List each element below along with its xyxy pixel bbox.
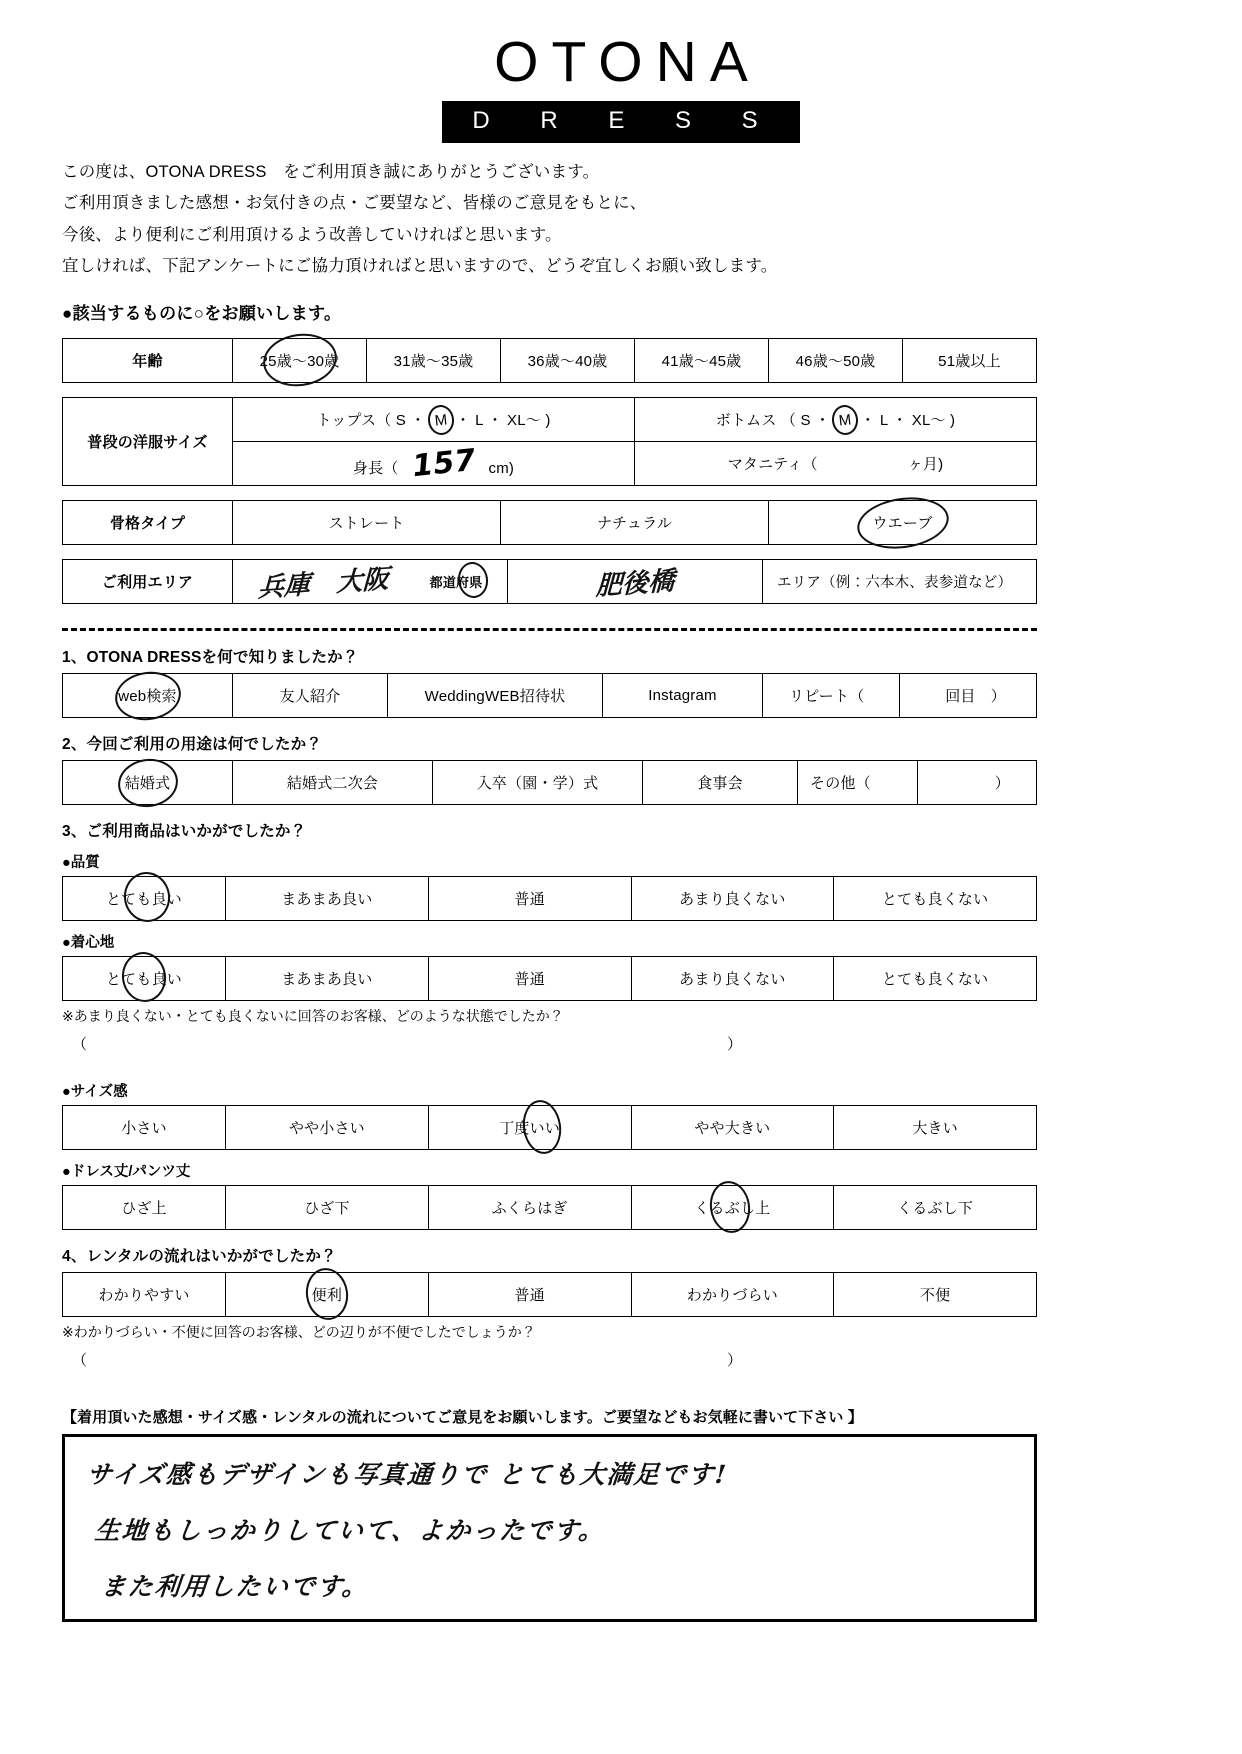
quality-table bbox=[62, 876, 1037, 921]
q4-note: ※わかりづらい・不便に回答のお客様、どの辺りが不便でしたでしょうか？ bbox=[62, 1324, 536, 1341]
q1-option-4[interactable]: リピート（ bbox=[763, 674, 900, 718]
height-label: 身長（ bbox=[352, 460, 399, 478]
length-label: ●ドレス丈/パンツ丈 bbox=[62, 1164, 191, 1181]
table-row bbox=[63, 1273, 1037, 1317]
age-option-4[interactable]: 46歳〜50歳 bbox=[769, 339, 903, 383]
size-feel-option-2[interactable] bbox=[428, 1106, 631, 1150]
q2-option-label: 結婚式 bbox=[124, 775, 171, 793]
age-table bbox=[62, 338, 1037, 383]
dashed-divider bbox=[62, 628, 1037, 631]
comment-line-1: サイズ感もデザインも写真通りで とても大満足です! bbox=[85, 1460, 730, 1490]
length-option-2[interactable]: ふくらはぎ bbox=[428, 1186, 631, 1230]
age-option-label: 25歳〜30歳 bbox=[259, 353, 340, 371]
quality-option-1[interactable]: まあまあ良い bbox=[226, 877, 429, 921]
comfort-option-0[interactable] bbox=[63, 957, 226, 1001]
table-row bbox=[63, 957, 1037, 1001]
q4-option-0[interactable]: わかりやすい bbox=[63, 1273, 226, 1317]
q4-free-text[interactable] bbox=[72, 1349, 742, 1370]
comfort-note: ※あまり良くない・とても良くないに回答のお客様、どのような状態でしたか？ bbox=[62, 1008, 564, 1025]
length-option-4[interactable]: くるぶし下 bbox=[834, 1186, 1037, 1230]
height-unit: cm) bbox=[488, 460, 515, 478]
q1-option-3[interactable]: Instagram bbox=[603, 674, 763, 718]
area-hint: エリア（例：六本木、表参道など） bbox=[763, 560, 1037, 604]
length-option-3[interactable] bbox=[631, 1186, 834, 1230]
paren-close: ） bbox=[726, 1036, 742, 1054]
intro-line-1: この度は、OTONA DRESS をご利用頂き誠にありがとうございます。 bbox=[62, 163, 600, 181]
q4-table bbox=[62, 1272, 1037, 1317]
table-row bbox=[63, 501, 1037, 545]
age-option-1[interactable]: 31歳〜35歳 bbox=[367, 339, 501, 383]
body-type-label: 骨格タイプ bbox=[63, 501, 233, 545]
quality-label: ●品質 bbox=[62, 855, 100, 872]
age-option-2[interactable]: 36歳〜40歳 bbox=[501, 339, 635, 383]
table-row bbox=[63, 674, 1037, 718]
height-cell[interactable] bbox=[233, 442, 635, 486]
tops-selected-size: M bbox=[426, 403, 455, 436]
area-value: 肥後橋 bbox=[595, 566, 675, 602]
size-feel-table bbox=[62, 1105, 1037, 1150]
intro-line-2: ご利用頂きました感想・お気付きの点・ご要望など、皆様のご意見をもとに、 bbox=[62, 194, 647, 213]
q2-table bbox=[62, 760, 1037, 805]
intro-line-4: 宜しければ、下記アンケートにご協力頂ければと思いますので、どうぞ宜しくお願い致します。 bbox=[62, 256, 778, 275]
q2-option-4[interactable]: その他（ bbox=[798, 761, 918, 805]
size-feel-option-label: 丁度いい bbox=[499, 1120, 561, 1138]
size-feel-option-4[interactable]: 大きい bbox=[834, 1106, 1037, 1150]
table-row bbox=[63, 877, 1037, 921]
paren-open: （ bbox=[72, 1352, 88, 1370]
bottoms-size-cell[interactable] bbox=[635, 398, 1037, 442]
area-table bbox=[62, 559, 1037, 604]
q4-title: 4、レンタルの流れはいかがでしたか？ bbox=[62, 1248, 337, 1266]
tops-suffix: ・ L ・ XL〜 ) bbox=[455, 411, 551, 429]
quality-option-3[interactable]: あまり良くない bbox=[631, 877, 834, 921]
table-row bbox=[63, 1186, 1037, 1230]
q2-title: 2、今回ご利用の用途は何でしたか？ bbox=[62, 736, 323, 754]
quality-option-label: とても良い bbox=[105, 891, 182, 909]
q1-option-1[interactable]: 友人紹介 bbox=[233, 674, 388, 718]
prefecture-marker bbox=[430, 572, 483, 591]
q2-option-3[interactable]: 食事会 bbox=[643, 761, 798, 805]
size-feel-label: ●サイズ感 bbox=[62, 1084, 128, 1101]
size-feel-option-0[interactable]: 小さい bbox=[63, 1106, 226, 1150]
prefecture-marker-label: 都道府県 bbox=[429, 575, 483, 591]
comment-line-3: また利用したいです。 bbox=[99, 1572, 371, 1602]
table-row bbox=[63, 339, 1037, 383]
body-type-option-1[interactable]: ナチュラル bbox=[501, 501, 769, 545]
intro-text bbox=[62, 161, 1242, 277]
comfort-free-text[interactable] bbox=[72, 1033, 742, 1054]
height-value: 157 bbox=[410, 442, 477, 485]
area-label: ご利用エリア bbox=[63, 560, 233, 604]
q2-option-2[interactable]: 入卒（園・学）式 bbox=[433, 761, 643, 805]
bottoms-selected-size: M bbox=[831, 403, 860, 436]
bottoms-prefix: ボトムス （ S ・ bbox=[715, 411, 831, 429]
comment-box[interactable] bbox=[62, 1434, 1037, 1622]
prefecture-value: 兵庫 大阪 bbox=[257, 564, 389, 604]
comfort-option-4[interactable]: とても良くない bbox=[834, 957, 1037, 1001]
quality-option-0[interactable] bbox=[63, 877, 226, 921]
body-type-option-label: ウエーブ bbox=[872, 515, 933, 533]
age-option-0[interactable] bbox=[233, 339, 367, 383]
q4-option-2[interactable]: 普通 bbox=[428, 1273, 631, 1317]
q4-option-label: 便利 bbox=[311, 1287, 343, 1305]
maternity-unit: ヶ月) bbox=[907, 456, 944, 474]
brand-name: OTONA bbox=[494, 30, 761, 94]
clothing-size-table bbox=[62, 397, 1037, 486]
tops-prefix: トップス（ S ・ bbox=[316, 411, 426, 429]
table-row bbox=[63, 560, 1037, 604]
q2-option-5[interactable]: ） bbox=[917, 761, 1037, 805]
brand-logo bbox=[0, 0, 1242, 143]
bottoms-suffix: ・ L ・ XL〜 ) bbox=[860, 411, 956, 429]
length-option-0[interactable]: ひざ上 bbox=[63, 1186, 226, 1230]
comfort-table bbox=[62, 956, 1037, 1001]
q3-title: 3、ご利用商品はいかがでしたか？ bbox=[62, 823, 307, 841]
clothing-size-label: 普段の洋服サイズ bbox=[63, 398, 233, 486]
maternity-label: マタニティ（ bbox=[727, 456, 818, 474]
q2-option-1[interactable]: 結婚式二次会 bbox=[233, 761, 433, 805]
table-row bbox=[63, 761, 1037, 805]
q1-option-label: web検索 bbox=[118, 688, 177, 706]
comfort-option-1[interactable]: まあまあ良い bbox=[226, 957, 429, 1001]
age-option-5[interactable]: 51歳以上 bbox=[903, 339, 1037, 383]
length-option-1[interactable]: ひざ下 bbox=[226, 1186, 429, 1230]
paren-close: ） bbox=[726, 1352, 742, 1370]
area-value-cell[interactable] bbox=[508, 560, 763, 604]
comfort-option-label: とても良い bbox=[105, 971, 182, 989]
size-feel-option-3[interactable]: やや大きい bbox=[631, 1106, 834, 1150]
comfort-option-3[interactable]: あまり良くない bbox=[631, 957, 834, 1001]
maternity-cell[interactable] bbox=[635, 442, 1037, 486]
length-option-label: くるぶし上 bbox=[694, 1200, 771, 1218]
table-row bbox=[63, 1106, 1037, 1150]
age-option-3[interactable]: 41歳〜45歳 bbox=[635, 339, 769, 383]
comment-line-2: 生地もしっかりしていて、よかったです。 bbox=[93, 1516, 607, 1546]
body-type-table bbox=[62, 500, 1037, 545]
paren-open: （ bbox=[72, 1036, 88, 1054]
age-label: 年齢 bbox=[63, 339, 233, 383]
table-row bbox=[63, 398, 1037, 442]
comment-box-title: 【着用頂いた感想・サイズ感・レンタルの流れについてご意見をお願いします。ご要望などもお気軽に書いて下さい 】 bbox=[62, 1409, 863, 1427]
length-table bbox=[62, 1185, 1037, 1230]
q1-option-0[interactable] bbox=[63, 674, 233, 718]
quality-option-4[interactable]: とても良くない bbox=[834, 877, 1037, 921]
quality-option-2[interactable]: 普通 bbox=[428, 877, 631, 921]
q4-option-1[interactable] bbox=[226, 1273, 429, 1317]
size-feel-option-1[interactable]: やや小さい bbox=[226, 1106, 429, 1150]
q4-option-3[interactable]: わかりづらい bbox=[631, 1273, 834, 1317]
body-type-option-0[interactable]: ストレート bbox=[233, 501, 501, 545]
q1-option-5[interactable]: 回目 ） bbox=[900, 674, 1037, 718]
q1-option-2[interactable]: WeddingWEB招待状 bbox=[388, 674, 603, 718]
q2-option-0[interactable] bbox=[63, 761, 233, 805]
q4-option-4[interactable]: 不便 bbox=[834, 1273, 1037, 1317]
tops-size-cell[interactable] bbox=[233, 398, 635, 442]
q1-title: 1、OTONA DRESSを何で知りましたか？ bbox=[62, 649, 359, 667]
comfort-option-2[interactable]: 普通 bbox=[428, 957, 631, 1001]
brand-subtitle: D R E S S bbox=[442, 101, 799, 143]
comfort-label: ●着心地 bbox=[62, 935, 115, 952]
circle-instruction: ●該当するものに○をお願いします。 bbox=[62, 304, 342, 324]
intro-line-3: 今後、より便利にご利用頂けるよう改善していければと思います。 bbox=[62, 225, 562, 244]
body-type-option-2[interactable] bbox=[769, 501, 1037, 545]
q1-table bbox=[62, 673, 1037, 718]
prefecture-cell[interactable] bbox=[233, 560, 508, 604]
